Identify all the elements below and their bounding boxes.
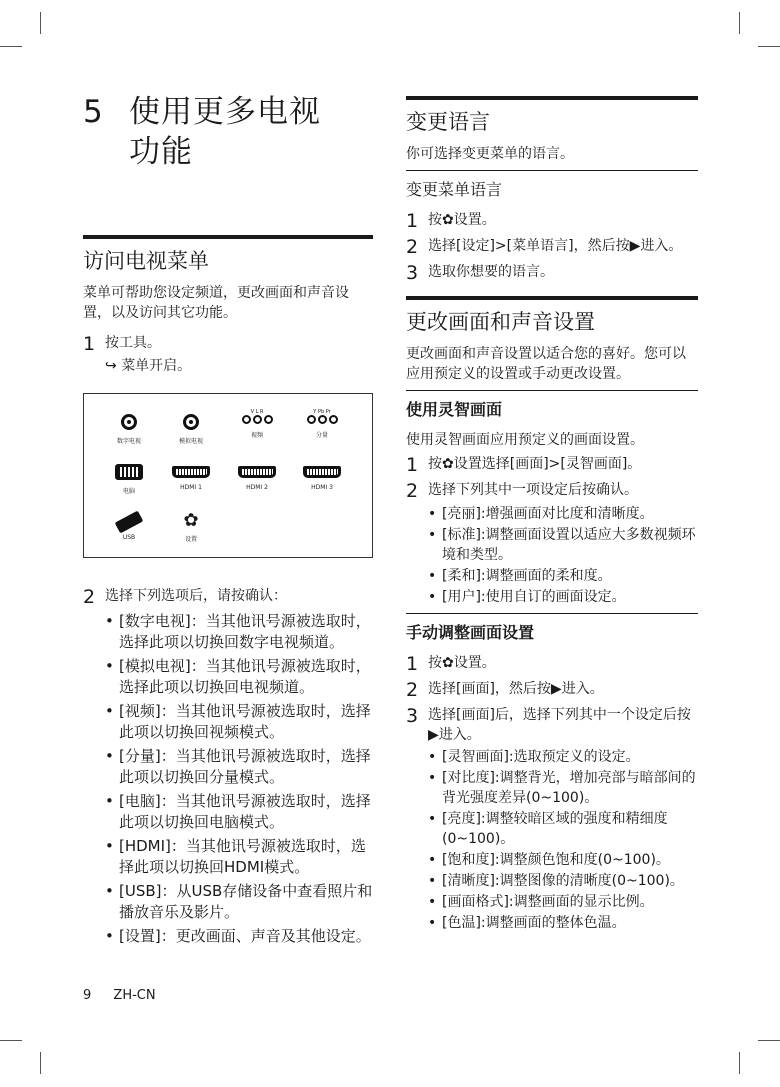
chapter-title: 使用更多电视 [129, 94, 321, 130]
list-item: • [HDMI]：当其他讯号源被选取时，选择此项以切换回HDMI模式。 [105, 837, 366, 876]
crop-mark [40, 12, 41, 34]
rf-jack-icon [121, 414, 137, 430]
section-rule [406, 96, 698, 100]
av-jacks-icon [227, 415, 287, 424]
list-item: • [亮丽]:增强画面对比度和清晰度。 [428, 506, 654, 522]
hdmi-port-icon [172, 466, 210, 478]
source-option-list [83, 611, 373, 947]
source-label: 模拟电视 [178, 438, 203, 445]
source-label: 分量 [315, 432, 328, 439]
step [83, 333, 373, 355]
list-item: • [设置]：更改画面、声音及其他设定。 [105, 927, 371, 945]
step-text: 按✿设置。 [428, 212, 496, 228]
source-label: 视频 [250, 432, 263, 439]
crop-mark [758, 1040, 780, 1041]
section-rule [83, 235, 373, 239]
access-menu-title: 访问电视菜单 [83, 249, 209, 273]
arrow-return-icon: ↪ [105, 358, 122, 374]
video-source[interactable] [227, 409, 287, 439]
hdmi2-source[interactable] [227, 466, 287, 491]
step-text: 按✿设置。 [428, 655, 496, 671]
list-item: • [电脑]：当其他讯号源被选取时，选择此项以切换回电脑模式。 [105, 792, 371, 831]
step-number: 1 [83, 333, 96, 355]
right-column [406, 96, 698, 933]
list-item: • [色温]:调整画面的整体色温。 [428, 915, 626, 931]
list-item: • [亮度]:调整较暗区域的强度和精细度(0~100)。 [428, 811, 668, 847]
manual-picture-subtitle: 手动调整画面设置 [406, 623, 535, 642]
page-footer [83, 988, 174, 1003]
source-label: HDMI 1 [180, 484, 202, 491]
picture-sound-title: 更改画面和声音设置 [406, 310, 595, 334]
list-item: • [灵智画面]:选取预定义的设定。 [428, 749, 640, 765]
step-text: 选择[画面]，然后按▶进入。 [428, 681, 604, 697]
section-rule [406, 296, 698, 300]
step-text: 按工具。 [105, 335, 161, 351]
step-text: 选择下列选项后，请按确认： [105, 588, 287, 604]
source-label: 电脑 [122, 488, 135, 495]
source-label: HDMI 2 [246, 484, 268, 491]
step: 1 按✿设置。 [406, 653, 496, 675]
list-item: • [用户]:使用自订的画面设定。 [428, 589, 626, 605]
step-text: 按✿设置选择[画面]>[灵智画面]。 [428, 456, 642, 472]
step-text: 选择下列其中一项设定后按确认。 [428, 482, 638, 498]
list-item: • [标准]:调整画面设置以适应大多数视频环境和类型。 [428, 527, 696, 563]
crop-mark [40, 1052, 41, 1074]
source-label: HDMI 3 [311, 484, 333, 491]
usb-source[interactable] [99, 512, 159, 541]
hdmi3-source[interactable] [292, 466, 352, 491]
list-item: • [视频]：当其他讯号源被选取时，选择此项以切换回视频模式。 [105, 702, 371, 741]
gear-icon: ✿ [183, 510, 199, 531]
crop-mark [739, 1052, 740, 1074]
language-intro: 你可选择变更菜单的语言。 [406, 146, 574, 162]
manual-picture-options [406, 747, 698, 933]
access-menu-intro: 菜单可帮助您设定频道，更改画面和声音设置，以及访问其它功能。 [83, 285, 349, 321]
smart-picture-intro: 使用灵智画面应用预定义的画面设置。 [406, 432, 644, 448]
language-code: ZH-CN [113, 988, 156, 1003]
language-title: 变更语言 [406, 110, 490, 134]
smart-picture-subtitle: 使用灵智画面 [406, 400, 503, 419]
source-label: USB [122, 534, 136, 541]
page-number: 9 [83, 988, 92, 1003]
chapter-title-cont: 功能 [129, 134, 193, 170]
step: 2 选择[设定]>[菜单语言]，然后按▶进入。 [406, 236, 683, 258]
crop-mark [739, 12, 740, 34]
rf-jack-icon [183, 414, 199, 430]
step: 1 按✿设置。 [406, 210, 496, 232]
result-text: 菜单开启。 [121, 358, 192, 374]
step-text: 选取你想要的语言。 [428, 264, 554, 280]
hdmi-port-icon [303, 466, 341, 478]
list-item: • [USB]：从USB存储设备中查看照片和播放音乐及影片。 [105, 882, 373, 921]
step [83, 586, 373, 608]
divider [406, 170, 698, 171]
list-item: • [模拟电视]：当其他讯号源被选取时，选择此项以切换回电视频道。 [105, 657, 371, 696]
vga-port-icon [115, 464, 143, 480]
list-item: • [对比度]:调整背光，增加亮部与暗部间的背光强度差异(0~100)。 [428, 770, 696, 806]
list-item: • [数字电视]：当其他讯号源被选取时，选择此项以切换回数字电视频道。 [105, 612, 371, 651]
component-jacks-icon [292, 415, 352, 424]
hdmi1-source[interactable] [161, 466, 221, 491]
source-label: 设置 [184, 536, 197, 543]
list-item: • [饱和度]:调整颜色饱和度(0~100)。 [428, 852, 670, 868]
crop-mark [0, 1040, 22, 1041]
step: 2 选择[画面]，然后按▶进入。 [406, 679, 604, 701]
divider [406, 613, 698, 614]
chapter-number: 5 [83, 94, 103, 130]
crop-mark [0, 46, 22, 47]
divider [406, 390, 698, 391]
left-column [83, 92, 373, 947]
step: 1 按✿设置选择[画面]>[灵智画面]。 [406, 454, 642, 476]
analog-tv-source[interactable] [161, 414, 221, 445]
picture-sound-intro: 更改画面和声音设置以适合您的喜好。您可以应用预定义的设置或手动更改设置。 [406, 346, 686, 382]
list-item: • [画面格式]:调整画面的显示比例。 [428, 894, 654, 910]
step: 2 选择下列其中一项设定后按确认。 [406, 480, 638, 502]
setup-source[interactable] [161, 512, 221, 543]
usb-stick-icon [115, 511, 144, 534]
step-result [83, 355, 373, 377]
pc-source[interactable] [99, 464, 159, 495]
step-text: 选择[设定]>[菜单语言]，然后按▶进入。 [428, 238, 683, 254]
list-item: • [清晰度]:调整图像的清晰度(0~100)。 [428, 873, 684, 889]
list-item: • [分量]：当其他讯号源被选取时，选择此项以切换回分量模式。 [105, 747, 371, 786]
step-text: 选择[画面]后，选择下列其中一个设定后按▶进入。 [428, 707, 691, 743]
step-number: 2 [83, 586, 96, 608]
jack-letters: Y Pb Pr [313, 409, 331, 415]
list-item: • [柔和]:调整画面的柔和度。 [428, 568, 612, 584]
chapter-heading [83, 92, 373, 172]
hdmi-port-icon [238, 466, 276, 478]
component-source[interactable] [292, 409, 352, 439]
step: 3 选取你想要的语言。 [406, 262, 554, 284]
source-menu-panel [83, 393, 373, 558]
smart-picture-options [406, 504, 698, 607]
step: 3 选择[画面]后，选择下列其中一个设定后按▶进入。 [406, 705, 698, 745]
source-label: 数字电视 [116, 438, 141, 445]
digital-tv-source[interactable] [99, 414, 159, 445]
jack-letters: V L R [250, 409, 264, 415]
language-subtitle: 变更菜单语言 [406, 180, 503, 199]
crop-mark [758, 46, 780, 47]
